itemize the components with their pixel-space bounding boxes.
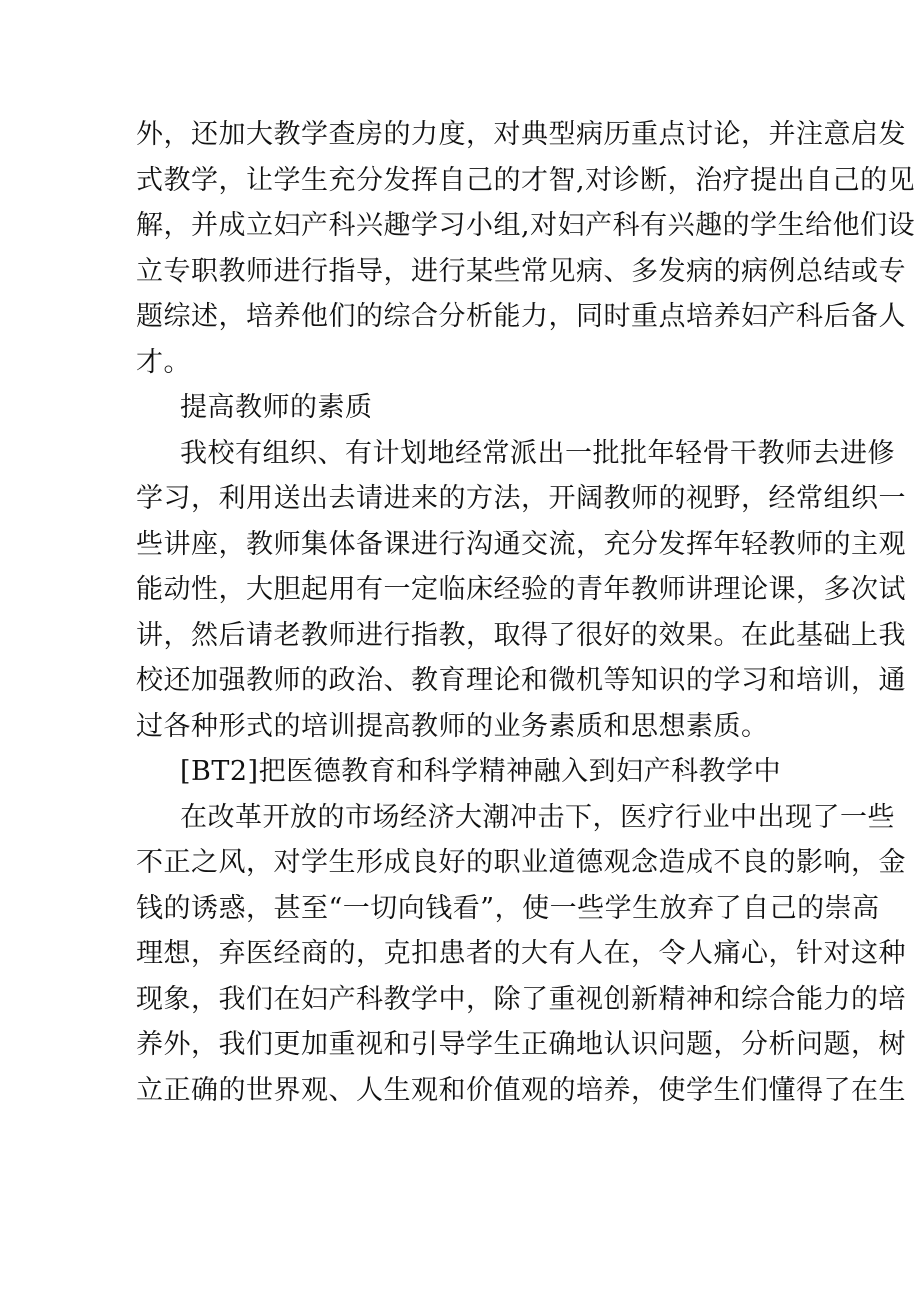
text-line: 不正之风，对学生形成良好的职业道德观念造成不良的影响，金 — [136, 847, 906, 878]
text-line: 理想，弃医经商的，克扣患者的大有人在，令人痛心，针对这种 — [136, 938, 906, 969]
text-line: 能动性，大胆起用有一定临床经验的青年教师讲理论课，多次试 — [136, 574, 906, 605]
text-line: 立专职教师进行指导，进行某些常见病、多发病的病例总结或专 — [136, 255, 906, 287]
text-line: 过各种形式的培训提高教师的业务素质和思想素质。 — [136, 710, 769, 742]
text-line: 立正确的世界观、人生观和价值观的培养，使学生们懂得了在生 — [136, 1074, 906, 1106]
text-line: 讲，然后请老教师进行指教，取得了很好的效果。在此基础上我 — [136, 619, 906, 651]
text-line: 校还加强教师的政治、教育理论和微机等知识的学习和培训，通 — [136, 665, 906, 696]
paragraph-medical-ethics — [136, 795, 906, 1114]
text-line: 钱的诱惑，甚至“一切向钱看”，使一些学生放弃了自己的崇高 — [136, 892, 880, 924]
section-heading-medical-ethics — [136, 749, 792, 795]
paragraph-continuation — [136, 112, 916, 385]
text-line: 才。 — [136, 346, 191, 378]
text-line: 养外，我们更加重视和引导学生正确地认识问题，分析问题，树 — [136, 1029, 906, 1060]
text-line: 学习，利用送出去请进来的方法，开阔教师的视野，经常组织一 — [136, 483, 906, 514]
paragraph-teacher-training — [136, 431, 906, 750]
section-heading-teacher-quality — [136, 385, 792, 431]
text-line: 解，并成立妇产科兴趣学习小组,对妇产科有兴趣的学生给他们设 — [136, 210, 916, 241]
text-line: 式教学，让学生充分发挥自己的才智,对诊断，治疗提出自己的见 — [136, 164, 916, 196]
text-line: 题综述，培养他们的综合分析能力，同时重点培养妇产科后备人 — [136, 301, 906, 332]
text-line: 在改革开放的市场经济大潮冲击下，医疗行业中出现了一些 — [180, 801, 895, 833]
text-line: 些讲座，教师集体备课进行沟通交流，充分发挥年轻教师的主观 — [136, 528, 906, 560]
text-line: 外，还加大教学查房的力度，对典型病历重点讨论，并注意启发 — [136, 119, 906, 150]
text-line: 现象，我们在妇产科教学中，除了重视创新精神和综合能力的培 — [136, 983, 906, 1015]
text-line: 我校有组织、有计划地经常派出一批批年轻骨干教师去进修 — [180, 437, 895, 469]
heading-text: [BT2]把医德教育和科学精神融入到妇产科教学中 — [180, 756, 782, 787]
heading-text: 提高教师的素质 — [180, 392, 373, 423]
document-page — [136, 112, 916, 1113]
